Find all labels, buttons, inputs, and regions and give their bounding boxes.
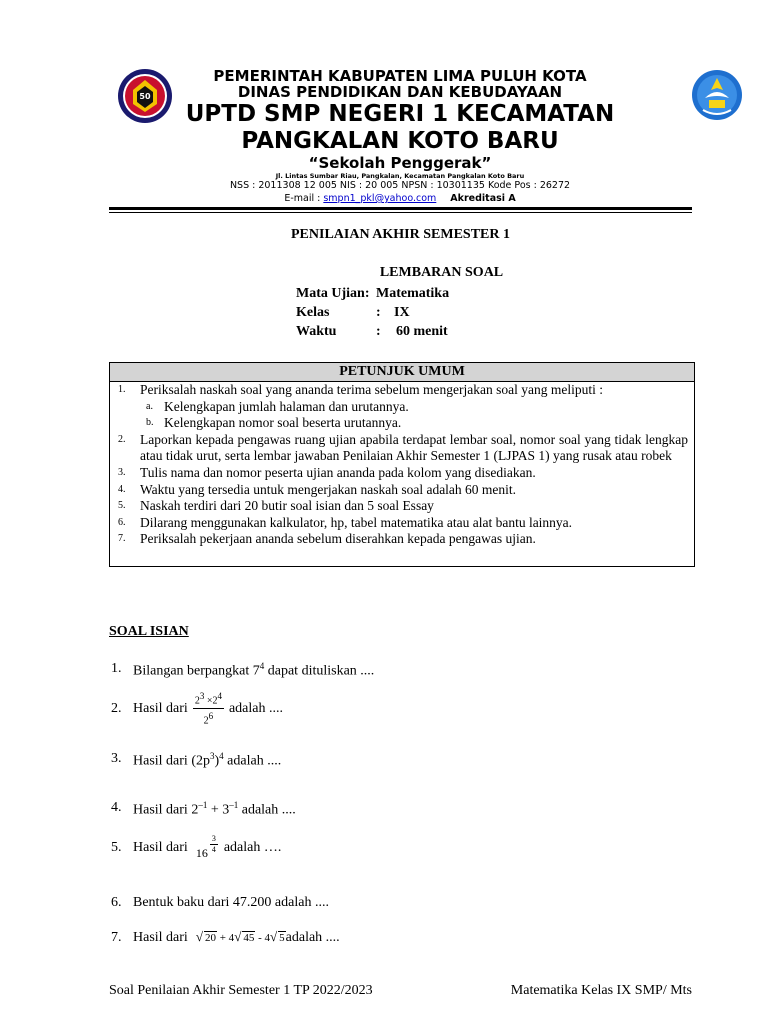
class-colon: : [376, 305, 381, 320]
footer-left: Soal Penilaian Akhir Semester 1 TP 2022/2023 [109, 983, 373, 998]
subject-label: Mata Ujian: [296, 286, 370, 301]
list-item [116, 432, 688, 465]
item-text: Naskah terdiri dari 20 butir soal isian dan 5 soal Essay [140, 498, 434, 514]
email-label: E-mail : [284, 193, 324, 204]
subject-value: Matematika [376, 286, 450, 301]
list-item [116, 498, 688, 515]
question-number: 5. [111, 840, 122, 855]
sheet-title: LEMBARAN SOAL [379, 265, 504, 280]
header-school-name-2: PANGKALAN KOTO BARU [241, 128, 559, 154]
question-4 [111, 796, 296, 820]
info-row-subject [296, 284, 449, 303]
footer-right: Matematika Kelas IX SMP/ Mts [510, 983, 692, 998]
item-text: Periksalah naskah soal yang ananda terima sebelum mengerjakan soal yang meliputi : [140, 382, 603, 397]
list-item [116, 482, 688, 499]
info-row-time [296, 322, 449, 341]
header-government: PEMERINTAH KABUPATEN LIMA PULUH KOTA [213, 67, 587, 85]
time-value: 60 menit [396, 324, 448, 339]
header-divider-thin [109, 212, 692, 213]
list-item [116, 515, 688, 532]
sub-item-letter: a. [146, 400, 153, 412]
info-row-class [296, 303, 449, 322]
item-text: Dilarang menggunakan kalkulator, hp, tabel matematika atau alat bantu lainnya. [140, 514, 573, 530]
time-colon: : [376, 324, 381, 339]
sub-list-item [116, 415, 688, 432]
question-text: Hasil dari $(2p^3)^4$ adalah .... [133, 751, 282, 769]
question-2 [111, 690, 283, 729]
header-address: Jl. Lintas Sumbar Riau, Pangkalan, Kecamatan Pangkalan Koto Baru [275, 172, 525, 180]
question-prefix: Hasil dari [133, 929, 188, 945]
item-text: Waktu yang tersedia untuk mengerjakan naskah soal adalah 60 menit. [140, 481, 517, 497]
section-title-soal-isian: SOAL ISIAN [109, 624, 189, 639]
fractional-power: 16 $\frac{3}{4}$ [195, 834, 216, 860]
question-suffix: adalah .... [228, 701, 283, 717]
list-item [116, 465, 688, 482]
instructions-title: PETUNJUK UMUM [110, 363, 694, 382]
radical-expression: √ 20 + 4√ 45 - 4√ 5 [195, 929, 285, 944]
emblem-number: 50 [139, 92, 151, 101]
sub-item-text: Kelengkapan jumlah halaman dan urutannya. [164, 398, 409, 414]
header-divider-thick [109, 207, 692, 210]
item-number: 6. [118, 516, 126, 528]
akreditasi-label: Akreditasi A [450, 193, 516, 204]
question-suffix: adalah .... [285, 929, 340, 945]
list-item [116, 531, 688, 548]
question-text: Bentuk baku dari 47.200 adalah .... [133, 895, 329, 910]
header-contact [150, 193, 650, 205]
question-text: Hasil dari $2^{-1} + 3^{-1}$ adalah .... [133, 800, 296, 818]
question-number: 7. [111, 929, 122, 945]
instructions-box [109, 362, 695, 567]
item-text: Tulis nama dan nomor peserta ujian ananda pada kolom yang disediakan. [140, 464, 536, 480]
exam-title: PENILAIAN AKHIR SEMESTER 1 [291, 227, 510, 242]
question-7 [111, 928, 340, 947]
question-1 [111, 657, 374, 681]
question-number: 3. [111, 750, 122, 766]
question-number: 4. [111, 799, 122, 815]
email-link[interactable]: smpn1_pkl@yahoo.com [323, 193, 437, 204]
sub-list-item [116, 399, 688, 416]
class-label: Kelas [296, 305, 330, 320]
item-number: 1. [118, 384, 126, 395]
header-motto: “Sekolah Penggerak” [308, 154, 492, 172]
header-codes: NSS : 2011308 12 005 NIS : 20 005 NPSN : 10301135 Kode Pos : 26272 [229, 180, 571, 191]
question-prefix: Hasil dari [133, 701, 188, 717]
item-text: Periksalah pekerjaan ananda sebelum diserahkan kepada pengawas ujian. [140, 531, 536, 547]
item-text: Laporkan kepada pengawas ruang ujian apabila terdapat lembar soal, nomor soal yang tidak lengkap atau tidak urut, serta lembar jawaban Penilaian Akhir Semester 1 (LJPAS 1) yang rusak atau robek [140, 431, 688, 464]
item-number: 2. [118, 433, 126, 445]
question-number: 2. [111, 701, 122, 717]
fraction: $\frac{2^3 \times 2^4}{2^6}$ [194, 691, 222, 727]
class-value: IX [394, 305, 410, 320]
instructions-list [110, 382, 694, 548]
list-item [116, 382, 688, 399]
item-number: 7. [118, 533, 126, 545]
sub-item-text: Kelengkapan nomor soal beserta urutannya. [164, 415, 402, 431]
time-label: Waktu [296, 324, 337, 339]
item-number: 3. [118, 466, 126, 478]
question-number: 1. [111, 660, 122, 676]
item-number: 4. [118, 483, 126, 495]
tut-wuri-handayani-logo [691, 68, 743, 122]
question-3 [111, 747, 281, 771]
question-6 [111, 894, 329, 912]
question-number: 6. [111, 895, 122, 910]
header-department: DINAS PENDIDIKAN DAN KEBUDAYAAN [237, 83, 563, 101]
sub-item-letter: b. [146, 417, 154, 429]
item-number: 5. [118, 500, 126, 512]
question-prefix: Hasil dari [133, 840, 188, 855]
exam-info [296, 284, 449, 341]
question-5 [111, 834, 281, 862]
question-suffix: adalah …. [223, 840, 282, 855]
question-text: Bilangan berpangkat $7^4$ dapat dituliskan .... [133, 661, 375, 679]
header-school-name-1: UPTD SMP NEGERI 1 KECAMATAN [185, 101, 615, 127]
